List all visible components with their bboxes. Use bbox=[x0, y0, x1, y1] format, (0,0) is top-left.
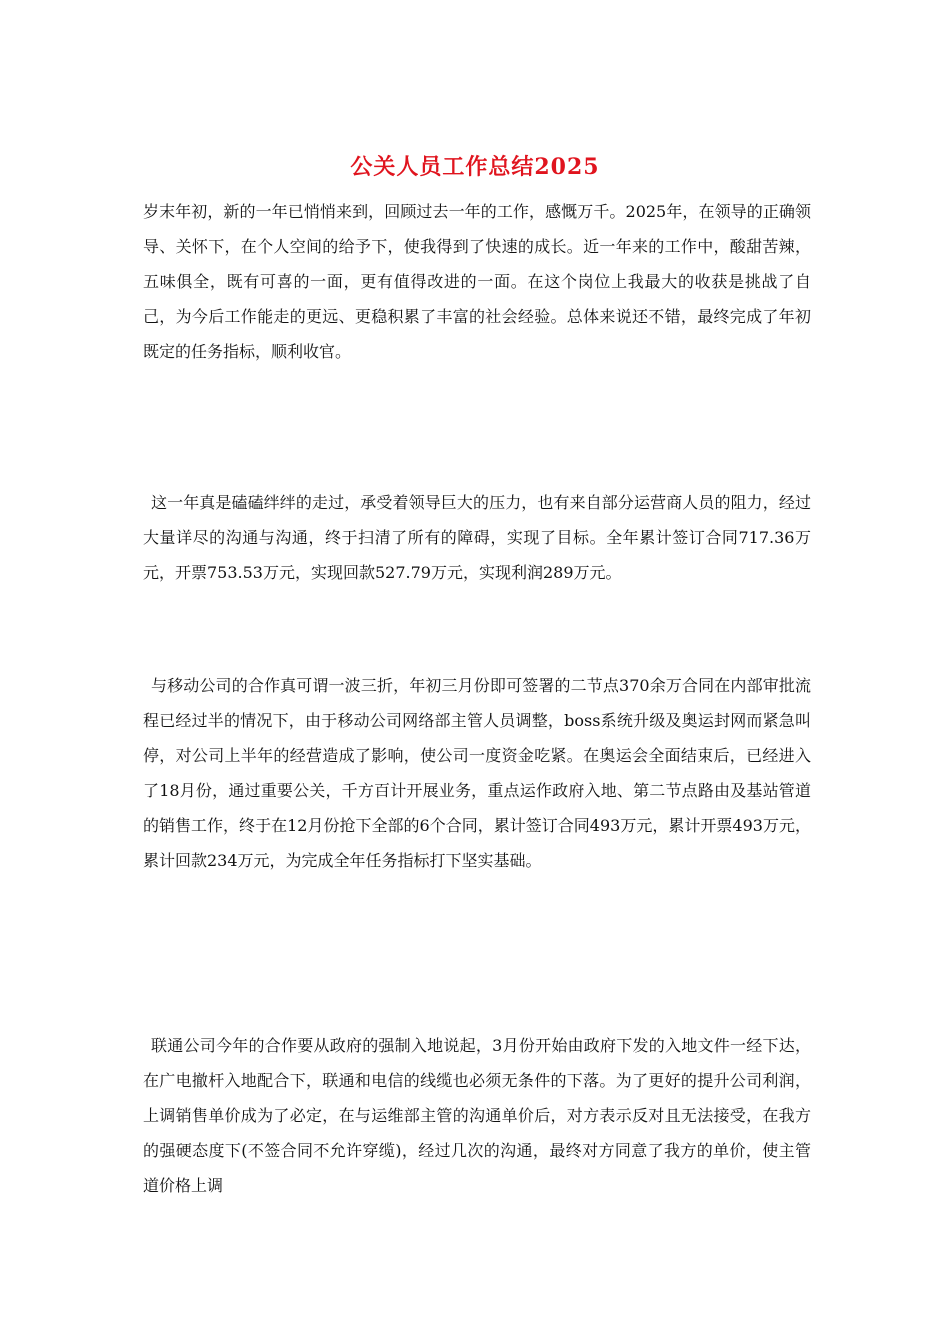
paragraph-annual-results: 这一年真是磕磕绊绊的走过，承受着领导巨大的压力，也有来自部分运营商人员的阻力，经过大量详尽的沟通与沟通，终于扫清了所有的障碍，实现了目标。全年累计签订合同717.36万元，开票753.53万元，实现回款527.79万元，实现利润289万元。 bbox=[143, 493, 811, 582]
document-title: 公关人员工作总结2025 bbox=[350, 154, 600, 180]
paragraph-unicom-cooperation: 联通公司今年的合作要从政府的强制入地说起，3月份开始由政府下发的入地文件一经下达，在广电撤杆入地配合下，联通和电信的线缆也必须无条件的下落。为了更好的提升公司利润，上调销售单价成为了必定，在与运维部主管的沟通单价后，对方表示反对且无法接受，在我方的强硬态度下(不签合同不允许穿缆)，经过几次的沟通，最终对方同意了我方的单价，使主管道价格上调 bbox=[143, 1036, 811, 1195]
paragraph-intro: 岁末年初，新的一年已悄悄来到，回顾过去一年的工作，感慨万千。2025年，在领导的正确领导、关怀下，在个人空间的给予下，使我得到了快速的成长。近一年来的工作中，酸甜苦辣，五味俱全，既有可喜的一面，更有值得改进的一面。在这个岗位上我最大的收获是挑战了自己，为今后工作能走的更远、更稳积累了丰富的社会经验。总体来说还不错，最终完成了年初既定的任务指标，顺利收官。 bbox=[143, 202, 811, 361]
paragraph-mobile-cooperation: 与移动公司的合作真可谓一波三折，年初三月份即可签署的二节点370余万合同在内部审批流程已经过半的情况下，由于移动公司网络部主管人员调整，boss系统升级及奥运封网而紧急叫停，对公司上半年的经营造成了影响，使公司一度资金吃紧。在奥运会全面结束后，已经进入了18月份，通过重要公关，千方百计开展业务，重点运作政府入地、第二节点路由及基站管道的销售工作，终于在12月份抢下全部的6个合同，累计签订合同493万元，累计开票493万元，累计回款234万元，为完成全年任务指标打下坚实基础。 bbox=[143, 676, 811, 870]
